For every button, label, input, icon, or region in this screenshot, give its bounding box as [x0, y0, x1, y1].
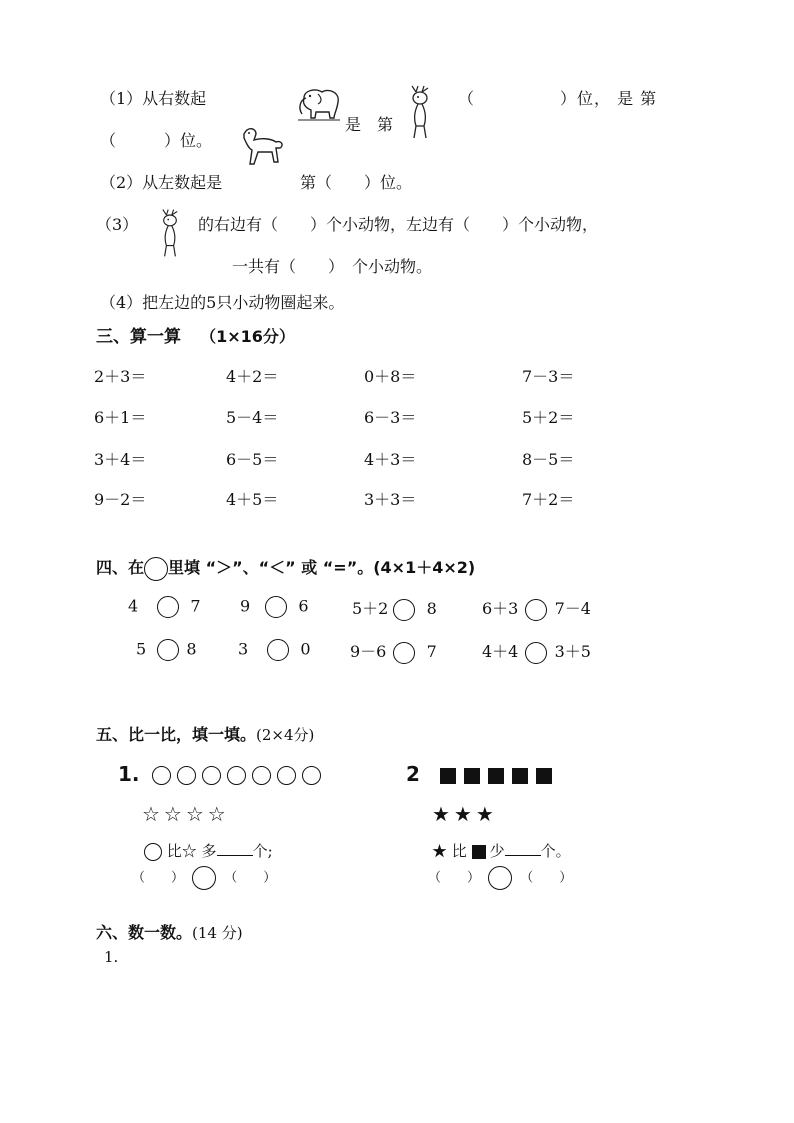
hollow-circle-icon [152, 766, 171, 785]
q2-answer: 第（ ）位。 [300, 173, 413, 192]
part1-stars: ☆☆☆☆ [142, 802, 230, 826]
part2-paren-left[interactable]: （ ） [428, 870, 481, 886]
part1-row [118, 762, 327, 786]
section6-score: (14 分) [192, 924, 243, 942]
compare-3 [352, 596, 437, 621]
compare-circle[interactable] [192, 866, 216, 890]
calc-r3c4: 8－5＝ [522, 450, 575, 469]
calc-r4c1: 9－2＝ [94, 490, 147, 509]
part1-paren-left[interactable]: （ ） [132, 870, 185, 886]
compare-left: 4 [128, 596, 139, 616]
compare-circle[interactable] [525, 599, 547, 621]
compare-circle[interactable] [525, 642, 547, 664]
calc-r2c3: 6－3＝ [364, 408, 417, 427]
compare-left: 9－6 [350, 642, 387, 661]
section3-score: （1×16分） [200, 327, 295, 346]
circle-icon [144, 557, 168, 581]
deer-icon [400, 84, 440, 140]
elephant-icon [296, 84, 344, 126]
horse-icon [236, 124, 286, 168]
calc-r4c4: 7＋2＝ [522, 490, 575, 509]
compare-left: 6＋3 [482, 599, 519, 618]
calc-r1c4: 7－3＝ [522, 367, 575, 386]
part2-label: 2 [406, 762, 420, 786]
part1-sentence [144, 840, 273, 861]
compare-circle[interactable] [488, 866, 512, 890]
calc-r1c2: 4＋2＝ [226, 367, 279, 386]
section5-score: (2×4分) [256, 726, 315, 744]
calc-r3c2: 6－5＝ [226, 450, 279, 469]
hollow-circle-row [152, 762, 327, 786]
calc-r3c3: 4＋3＝ [364, 450, 417, 469]
compare-8 [482, 639, 591, 664]
hollow-circle-icon [252, 766, 271, 785]
part2-row [406, 762, 560, 786]
compare-right: 7－4 [554, 599, 591, 618]
calc-r2c1: 6＋1＝ [94, 408, 147, 427]
compare-right: 8 [186, 639, 197, 659]
part2-blank[interactable] [505, 855, 541, 856]
calc-r3c1: 3＋4＝ [94, 450, 147, 469]
compare-circle[interactable] [393, 599, 415, 621]
hollow-circle-icon [202, 766, 221, 785]
hollow-circle-icon [277, 766, 296, 785]
square-icon [488, 768, 504, 784]
compare-right: 6 [298, 596, 309, 616]
q1-line1-answer: （ ）位， 是 第 [458, 89, 658, 108]
calc-r2c4: 5＋2＝ [522, 408, 575, 427]
section4-title [96, 555, 475, 581]
part2-sentence [432, 840, 571, 861]
circle-icon [144, 843, 162, 861]
part2-compare [428, 866, 572, 890]
part2-paren-right[interactable]: （ ） [520, 870, 573, 886]
part1-compare [132, 866, 276, 890]
calc-r2c2: 5－4＝ [226, 408, 279, 427]
compare-left: 9 [240, 596, 251, 616]
part1-text-a: 比☆ 多 [166, 842, 217, 860]
hollow-circle-icon [227, 766, 246, 785]
compare-left: 4＋4 [482, 642, 519, 661]
compare-circle[interactable] [265, 596, 287, 618]
compare-right: 7 [426, 642, 437, 661]
compare-right: 0 [300, 639, 311, 659]
compare-4 [482, 596, 591, 621]
part2-text-c: 个。 [540, 842, 571, 860]
compare-left: 5 [136, 639, 147, 659]
q4-text: （4）把左边的5只小动物圈起来。 [100, 293, 345, 312]
compare-2 [240, 596, 309, 618]
part1-paren-right[interactable]: （ ） [224, 870, 277, 886]
calc-r4c3: 3＋3＝ [364, 490, 417, 509]
square-icon [536, 768, 552, 784]
calc-r1c1: 2＋3＝ [94, 367, 147, 386]
hollow-circle-icon [177, 766, 196, 785]
square-icon [512, 768, 528, 784]
section3-heading [96, 322, 295, 347]
section5-title: 五、比一比，填一填。 [96, 725, 257, 744]
section3-title: 三、算一算 [96, 327, 181, 347]
square-row [440, 762, 560, 786]
section5-heading [96, 722, 314, 745]
section4-title-b: 里填 “＞”、“＜” 或 “=”。(4×1＋4×2) [168, 558, 476, 577]
q1-line1-text: 是 第 [345, 115, 394, 134]
deer-icon [152, 206, 188, 260]
compare-left: 5＋2 [352, 599, 389, 618]
compare-5 [136, 639, 197, 661]
part2-text-b: 少 [489, 842, 505, 860]
compare-circle[interactable] [267, 639, 289, 661]
part2-text-a: ★ 比 [432, 842, 467, 860]
compare-7 [350, 639, 437, 664]
square-icon [464, 768, 480, 784]
calc-r4c2: 4＋5＝ [226, 490, 279, 509]
compare-right: 3＋5 [554, 642, 591, 661]
compare-6 [238, 639, 311, 661]
part1-text-b: 个; [252, 842, 273, 860]
hollow-circle-icon [302, 766, 321, 785]
q1-line1-label: （1）从右数起 [100, 89, 207, 108]
q3-text: 的右边有（ ）个小动物，左边有（ ）个小动物， [198, 215, 599, 234]
q1-line2: （ ）位。 [100, 131, 213, 150]
compare-right: 7 [190, 596, 201, 616]
calc-r1c3: 0＋8＝ [364, 367, 417, 386]
compare-circle[interactable] [393, 642, 415, 664]
q3-label: （3） [96, 215, 139, 234]
part2-stars: ★★★ [432, 802, 498, 826]
compare-1 [128, 596, 201, 618]
square-icon [472, 842, 490, 860]
q2-label: （2）从左数起是 [100, 173, 223, 192]
part1-blank[interactable] [217, 855, 253, 856]
section6-title: 六、数一数。 [96, 923, 193, 942]
compare-circle[interactable] [157, 596, 179, 618]
section6-item1: 1. [104, 948, 119, 966]
compare-left: 3 [238, 639, 249, 659]
part1-label: 1. [118, 762, 140, 786]
square-icon [440, 768, 456, 784]
q3-total: 一共有（ ） 个小动物。 [232, 257, 433, 276]
section6-heading [96, 920, 243, 943]
section4-title-a: 四、在 [96, 558, 145, 577]
compare-circle[interactable] [157, 639, 179, 661]
compare-right: 8 [426, 599, 437, 618]
